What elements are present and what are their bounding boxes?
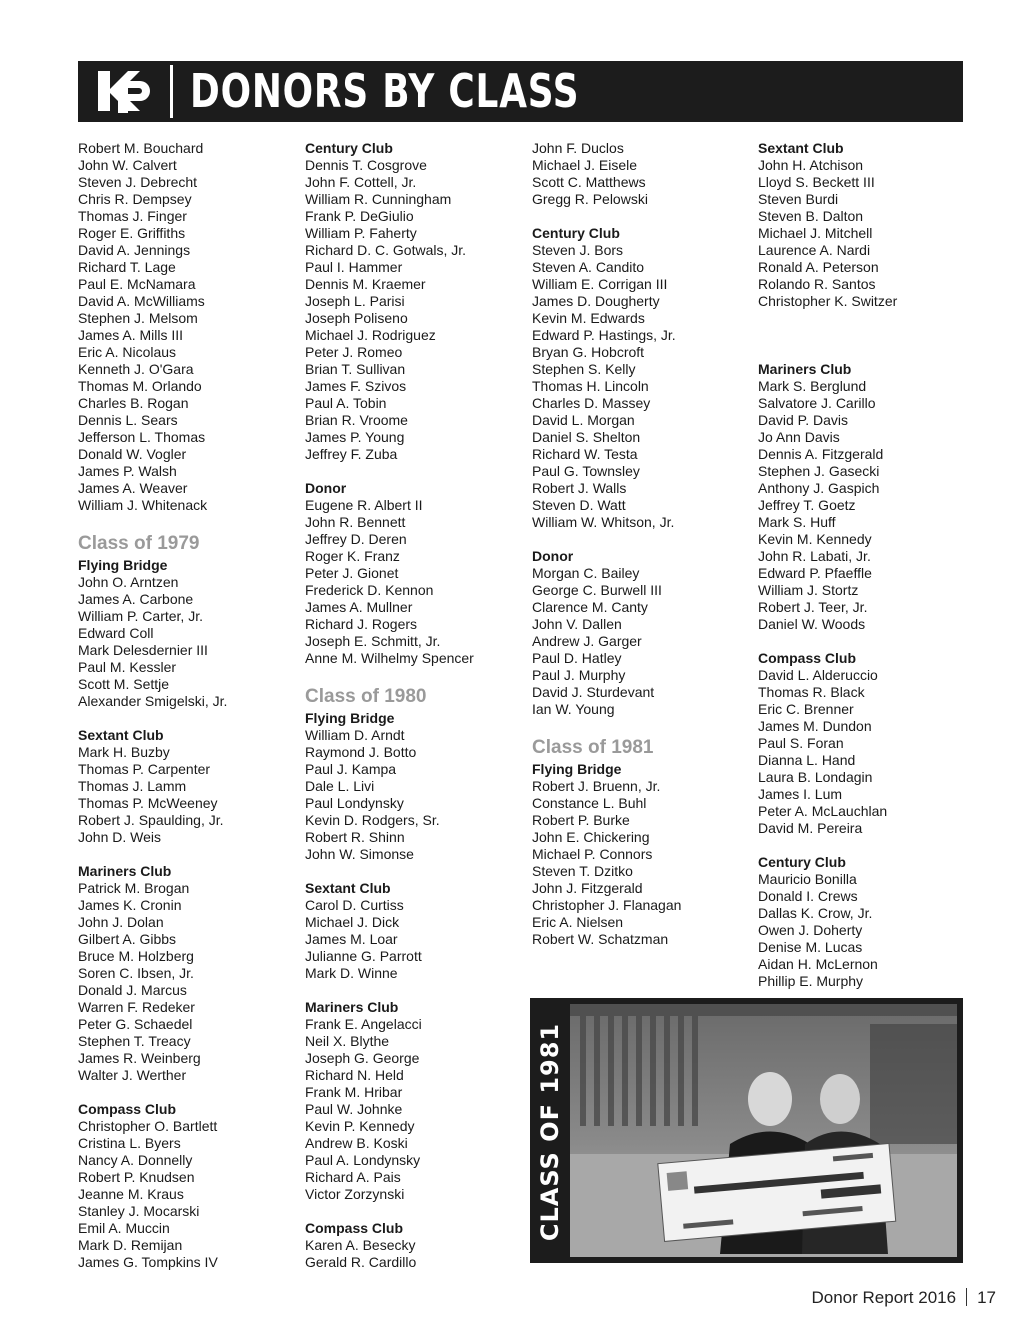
donor-name: Jefferson L. Thomas	[78, 429, 206, 445]
donor-name: Richard A. Pais	[305, 1169, 401, 1185]
donor-name: William W. Whitson, Jr.	[532, 514, 675, 530]
donor-name: David L. Alderuccio	[758, 667, 878, 683]
donor-name: Steven D. Watt	[532, 497, 626, 513]
donor-name: Daniel S. Shelton	[532, 429, 641, 445]
donor-name: Thomas P. McWeeney	[78, 795, 218, 811]
photo-label	[530, 998, 570, 1263]
donor-name: Paul I. Hammer	[305, 259, 403, 275]
donor-name: Warren F. Redeker	[78, 999, 195, 1015]
page-number: 17	[977, 1288, 996, 1307]
donor-name: John J. Dolan	[78, 914, 164, 930]
donor-name: Kenneth J. O'Gara	[78, 361, 194, 377]
donor-name: Dianna L. Hand	[758, 752, 856, 768]
donor-name: Stephen J. Melsom	[78, 310, 198, 326]
donor-name: Michael J. Dick	[305, 914, 400, 930]
donor-name: William E. Corrigan III	[532, 276, 668, 292]
donor-name: Salvatore J. Carillo	[758, 395, 876, 411]
giving-club-heading: Century Club	[758, 854, 846, 870]
donor-name: Donald I. Crews	[758, 888, 858, 904]
spacer	[758, 344, 980, 361]
donor-name: Michael P. Connors	[532, 846, 653, 862]
donor-name: Mark Delesdernier III	[78, 642, 208, 658]
donor-name: John H. Atchison	[758, 157, 864, 173]
donor-name: Christopher O. Bartlett	[78, 1118, 218, 1134]
giving-club-heading: Donor	[305, 480, 347, 496]
donor-name: James M. Loar	[305, 931, 398, 947]
donor-column-1	[78, 140, 300, 1271]
donor-name: Patrick M. Brogan	[78, 880, 190, 896]
donor-name: Ian W. Young	[532, 701, 615, 717]
donor-name: James R. Weinberg	[78, 1050, 201, 1066]
donor-name: James I. Lum	[758, 786, 843, 802]
donor-name: Dennis L. Sears	[78, 412, 178, 428]
donor-name: Richard D. C. Gotwals, Jr.	[305, 242, 467, 258]
donor-name: Thomas P. Carpenter	[78, 761, 211, 777]
donor-name: William D. Arndt	[305, 727, 405, 743]
donor-name: Alexander Smigelski, Jr.	[78, 693, 228, 709]
donor-name: Robert J. Teer, Jr.	[758, 599, 868, 615]
donor-name: Nancy A. Donnelly	[78, 1152, 193, 1168]
donor-name: Raymond J. Botto	[305, 744, 417, 760]
donor-name: Walter J. Werther	[78, 1067, 187, 1083]
class-year-heading: Class of 1979	[78, 533, 200, 554]
spacer	[305, 463, 527, 480]
donor-name: Frederick D. Kennon	[305, 582, 434, 598]
page-title: DONORS BY CLASS	[190, 64, 580, 118]
donor-name: William J. Whitenack	[78, 497, 208, 513]
donor-name: Roger E. Griffiths	[78, 225, 186, 241]
donor-name: Christopher K. Switzer	[758, 293, 898, 309]
donor-name: Mark D. Remijan	[78, 1237, 183, 1253]
spacer	[758, 633, 980, 650]
donor-name: Paul Londynsky	[305, 795, 404, 811]
donor-name: Mauricio Bonilla	[758, 871, 857, 887]
donor-name: Frank E. Angelacci	[305, 1016, 422, 1032]
giving-club-heading: Compass Club	[305, 1220, 404, 1236]
donor-name: David A. McWilliams	[78, 293, 205, 309]
donor-name: Dennis T. Cosgrove	[305, 157, 427, 173]
donor-name: Morgan C. Bailey	[532, 565, 640, 581]
donor-name: Paul J. Kampa	[305, 761, 397, 777]
donor-name: James P. Young	[305, 429, 405, 445]
donor-name: William J. Stortz	[758, 582, 859, 598]
donor-name: Cristina L. Byers	[78, 1135, 181, 1151]
donor-name: Bryan G. Hobcroft	[532, 344, 645, 360]
donor-column-2	[305, 140, 527, 1271]
donor-name: Eric C. Brenner	[758, 701, 854, 717]
donor-name: Anthony J. Gaspich	[758, 480, 880, 496]
donor-name: John R. Bennett	[305, 514, 406, 530]
donor-name: Charles B. Rogan	[78, 395, 189, 411]
donor-name: Richard T. Lage	[78, 259, 176, 275]
donor-name: Donald J. Marcus	[78, 982, 187, 998]
spacer	[532, 208, 754, 225]
donor-name: Mark S. Huff	[758, 514, 836, 530]
donor-name: Ronald A. Peterson	[758, 259, 879, 275]
donor-name: Aidan H. McLernon	[758, 956, 878, 972]
donor-name: Jeanne M. Kraus	[78, 1186, 184, 1202]
spacer	[78, 1084, 300, 1101]
donor-name: Gerald R. Cardillo	[305, 1254, 417, 1270]
donor-name: Neil X. Blythe	[305, 1033, 390, 1049]
donor-column-3	[532, 140, 754, 948]
giving-club-heading: Compass Club	[758, 650, 857, 666]
donor-name: Paul G. Townsley	[532, 463, 640, 479]
page-footer	[811, 1288, 996, 1308]
spacer	[305, 982, 527, 999]
donor-name: Lloyd S. Beckett III	[758, 174, 875, 190]
donor-name: James D. Dougherty	[532, 293, 660, 309]
donor-name: James A. Mills III	[78, 327, 184, 343]
donor-name: Phillip E. Murphy	[758, 973, 864, 989]
donor-name: Paul D. Hatley	[532, 650, 622, 666]
donor-name: David J. Sturdevant	[532, 684, 655, 700]
donor-name: Donald W. Vogler	[78, 446, 187, 462]
donor-name: Andrew B. Koski	[305, 1135, 408, 1151]
donor-name: Richard J. Rogers	[305, 616, 418, 632]
donor-name: John J. Fitzgerald	[532, 880, 643, 896]
donor-name: Richard W. Testa	[532, 446, 638, 462]
donor-name: Thomas H. Lincoln	[532, 378, 649, 394]
donor-name: Dale L. Livi	[305, 778, 375, 794]
banner-divider	[170, 65, 173, 118]
donor-name: Joseph G. George	[305, 1050, 420, 1066]
donor-name: John E. Chickering	[532, 829, 650, 845]
donor-name: David M. Pereira	[758, 820, 863, 836]
donor-name: Dennis A. Fitzgerald	[758, 446, 884, 462]
donor-name: Daniel W. Woods	[758, 616, 866, 632]
donor-name: Jeffrey T. Goetz	[758, 497, 856, 513]
spacer	[758, 327, 980, 344]
spacer	[305, 863, 527, 880]
giving-club-heading: Mariners Club	[78, 863, 172, 879]
donor-name: Dallas K. Crow, Jr.	[758, 905, 873, 921]
donor-name: David L. Morgan	[532, 412, 635, 428]
donor-name: Thomas J. Lamm	[78, 778, 187, 794]
donor-name: Soren C. Ibsen, Jr.	[78, 965, 194, 981]
donor-name: Robert J. Spaulding, Jr.	[78, 812, 224, 828]
donor-name: Robert J. Walls	[532, 480, 627, 496]
class-photo	[570, 1004, 957, 1257]
donor-name: John R. Labati, Jr.	[758, 548, 871, 564]
donor-name: Clarence M. Canty	[532, 599, 648, 615]
donor-name: Thomas M. Orlando	[78, 378, 202, 394]
giving-club-heading: Century Club	[532, 225, 620, 241]
donor-name: Eric A. Nicolaus	[78, 344, 177, 360]
donor-name: John O. Arntzen	[78, 574, 179, 590]
donor-name: Stanley J. Mocarski	[78, 1203, 200, 1219]
donor-name: Paul A. Tobin	[305, 395, 387, 411]
giving-club-heading: Compass Club	[78, 1101, 177, 1117]
page-banner	[78, 61, 963, 122]
donor-name: Michael J. Eisele	[532, 157, 638, 173]
donor-name: James P. Walsh	[78, 463, 177, 479]
donor-name: Carol D. Curtiss	[305, 897, 404, 913]
donor-name: Charles D. Massey	[532, 395, 651, 411]
donor-name: Peter J. Gionet	[305, 565, 399, 581]
donor-name: Scott C. Matthews	[532, 174, 646, 190]
donor-name: James A. Carbone	[78, 591, 194, 607]
donor-name: Robert R. Shinn	[305, 829, 405, 845]
donor-name: Anne M. Wilhelmy Spencer	[305, 650, 474, 666]
donor-name: Scott M. Settje	[78, 676, 170, 692]
donor-name: Robert W. Schatzman	[532, 931, 669, 947]
donor-name: Gilbert A. Gibbs	[78, 931, 177, 947]
donor-name: Constance L. Buhl	[532, 795, 647, 811]
donor-name: Rolando R. Santos	[758, 276, 876, 292]
spacer	[532, 718, 754, 735]
donor-name: Eugene R. Albert II	[305, 497, 423, 513]
donor-name: John D. Weis	[78, 829, 161, 845]
donor-name: Mark S. Berglund	[758, 378, 867, 394]
donor-name: Paul J. Murphy	[532, 667, 626, 683]
donor-name: James M. Dundon	[758, 718, 872, 734]
donor-name: David P. Davis	[758, 412, 849, 428]
donor-name: Steven A. Candito	[532, 259, 645, 275]
donor-name: Karen A. Besecky	[305, 1237, 416, 1253]
donor-name: Robert P. Knudsen	[78, 1169, 195, 1185]
donor-name: Edward Coll	[78, 625, 154, 641]
donor-name: Stephen J. Gasecki	[758, 463, 880, 479]
donor-name: Thomas R. Black	[758, 684, 865, 700]
spacer	[758, 310, 980, 327]
donor-name: George C. Burwell III	[532, 582, 662, 598]
spacer	[305, 1203, 527, 1220]
donor-name: Edward P. Hastings, Jr.	[532, 327, 676, 343]
spacer	[78, 710, 300, 727]
donor-name: Paul W. Johnke	[305, 1101, 403, 1117]
donor-name: John W. Simonse	[305, 846, 414, 862]
donor-name: James G. Tompkins IV	[78, 1254, 218, 1270]
donor-name: Frank M. Hribar	[305, 1084, 403, 1100]
donor-name: Jeffrey F. Zuba	[305, 446, 398, 462]
donor-name: Jeffrey D. Deren	[305, 531, 407, 547]
spacer	[758, 837, 980, 854]
donor-name: Peter G. Schaedel	[78, 1016, 193, 1032]
donor-name: Thomas J. Finger	[78, 208, 187, 224]
class-year-heading: Class of 1980	[305, 686, 427, 707]
donor-name: Dennis M. Kraemer	[305, 276, 426, 292]
donor-name: John V. Dallen	[532, 616, 622, 632]
donor-name: Edward P. Pfaeffle	[758, 565, 872, 581]
donor-name: Brian T. Sullivan	[305, 361, 406, 377]
donor-name: Steven T. Dzitko	[532, 863, 633, 879]
donor-name: Kevin M. Kennedy	[758, 531, 872, 547]
spacer	[78, 514, 300, 531]
giving-club-heading: Sextant Club	[758, 140, 844, 156]
donor-name: Laura B. Londagin	[758, 769, 873, 785]
donor-name: Eric A. Nielsen	[532, 914, 624, 930]
donor-name: Chris R. Dempsey	[78, 191, 192, 207]
donor-name: David A. Jennings	[78, 242, 191, 258]
donor-name: John F. Duclos	[532, 140, 624, 156]
class-photo-panel	[530, 998, 963, 1263]
giving-club-heading: Mariners Club	[758, 361, 852, 377]
spacer	[78, 846, 300, 863]
donor-name: Julianne G. Parrott	[305, 948, 422, 964]
donor-name: Paul S. Foran	[758, 735, 844, 751]
giving-club-heading: Sextant Club	[78, 727, 164, 743]
donor-name: Frank P. DeGiulio	[305, 208, 414, 224]
donor-name: Christopher J. Flanagan	[532, 897, 682, 913]
giving-club-heading: Flying Bridge	[532, 761, 622, 777]
donor-name: Jo Ann Davis	[758, 429, 840, 445]
donor-name: Andrew J. Garger	[532, 633, 642, 649]
donor-name: John W. Calvert	[78, 157, 177, 173]
donor-name: Steven B. Dalton	[758, 208, 864, 224]
donor-name: Owen J. Doherty	[758, 922, 863, 938]
donor-name: James A. Weaver	[78, 480, 188, 496]
donor-name: Kevin D. Rodgers, Sr.	[305, 812, 440, 828]
giving-club-heading: Sextant Club	[305, 880, 391, 896]
donor-name: Brian R. Vroome	[305, 412, 408, 428]
donor-name: Steven J. Debrecht	[78, 174, 198, 190]
donor-name: Bruce M. Holzberg	[78, 948, 194, 964]
donor-name: Robert J. Bruenn, Jr.	[532, 778, 661, 794]
donor-column-4	[758, 140, 980, 990]
donor-name: Victor Zorzynski	[305, 1186, 405, 1202]
donor-name: Emil A. Muccin	[78, 1220, 170, 1236]
donor-name: Peter A. McLauchlan	[758, 803, 888, 819]
giving-club-heading: Flying Bridge	[78, 557, 168, 573]
donor-name: Mark H. Buzby	[78, 744, 170, 760]
donor-name: Joseph Poliseno	[305, 310, 408, 326]
donor-name: James K. Cronin	[78, 897, 182, 913]
photo-label-text: CLASS OF 1981	[536, 1022, 564, 1242]
donor-name: Joseph L. Parisi	[305, 293, 405, 309]
footer-separator	[966, 1288, 967, 1306]
donor-name: William P. Faherty	[305, 225, 417, 241]
donor-name: Paul M. Kessler	[78, 659, 177, 675]
giving-club-heading: Century Club	[305, 140, 393, 156]
donor-name: Denise M. Lucas	[758, 939, 863, 955]
donor-name: Robert M. Bouchard	[78, 140, 204, 156]
donor-name: William R. Cunningham	[305, 191, 452, 207]
donor-name: Steven J. Bors	[532, 242, 624, 258]
donor-name: John F. Cottell, Jr.	[305, 174, 417, 190]
donor-name: Michael J. Rodriguez	[305, 327, 436, 343]
donor-name: Richard N. Held	[305, 1067, 404, 1083]
giving-club-heading: Flying Bridge	[305, 710, 395, 726]
giving-club-heading: Mariners Club	[305, 999, 399, 1015]
spacer	[305, 667, 527, 684]
donor-name: Roger K. Franz	[305, 548, 400, 564]
donor-name: William P. Carter, Jr.	[78, 608, 203, 624]
donor-name: Michael J. Mitchell	[758, 225, 873, 241]
donor-name: Laurence A. Nardi	[758, 242, 871, 258]
donor-name: Joseph E. Schmitt, Jr.	[305, 633, 441, 649]
donor-name: Kevin M. Edwards	[532, 310, 645, 326]
donor-name: Stephen T. Treacy	[78, 1033, 191, 1049]
donor-name: Robert P. Burke	[532, 812, 630, 828]
kp-logo	[88, 65, 158, 118]
donor-name: Steven Burdi	[758, 191, 839, 207]
donor-name: Mark D. Winne	[305, 965, 398, 981]
donor-name: Kevin P. Kennedy	[305, 1118, 415, 1134]
giving-club-heading: Donor	[532, 548, 574, 564]
donor-name: Gregg R. Pelowski	[532, 191, 648, 207]
donor-name: Stephen S. Kelly	[532, 361, 636, 377]
donor-name: Paul E. McNamara	[78, 276, 196, 292]
donor-name: James F. Szivos	[305, 378, 407, 394]
footer-report-title: Donor Report 2016	[811, 1288, 957, 1307]
class-year-heading: Class of 1981	[532, 737, 654, 758]
donor-name: Peter J. Romeo	[305, 344, 403, 360]
spacer	[532, 531, 754, 548]
donor-name: Paul A. Londynsky	[305, 1152, 421, 1168]
donor-name: James A. Mullner	[305, 599, 413, 615]
